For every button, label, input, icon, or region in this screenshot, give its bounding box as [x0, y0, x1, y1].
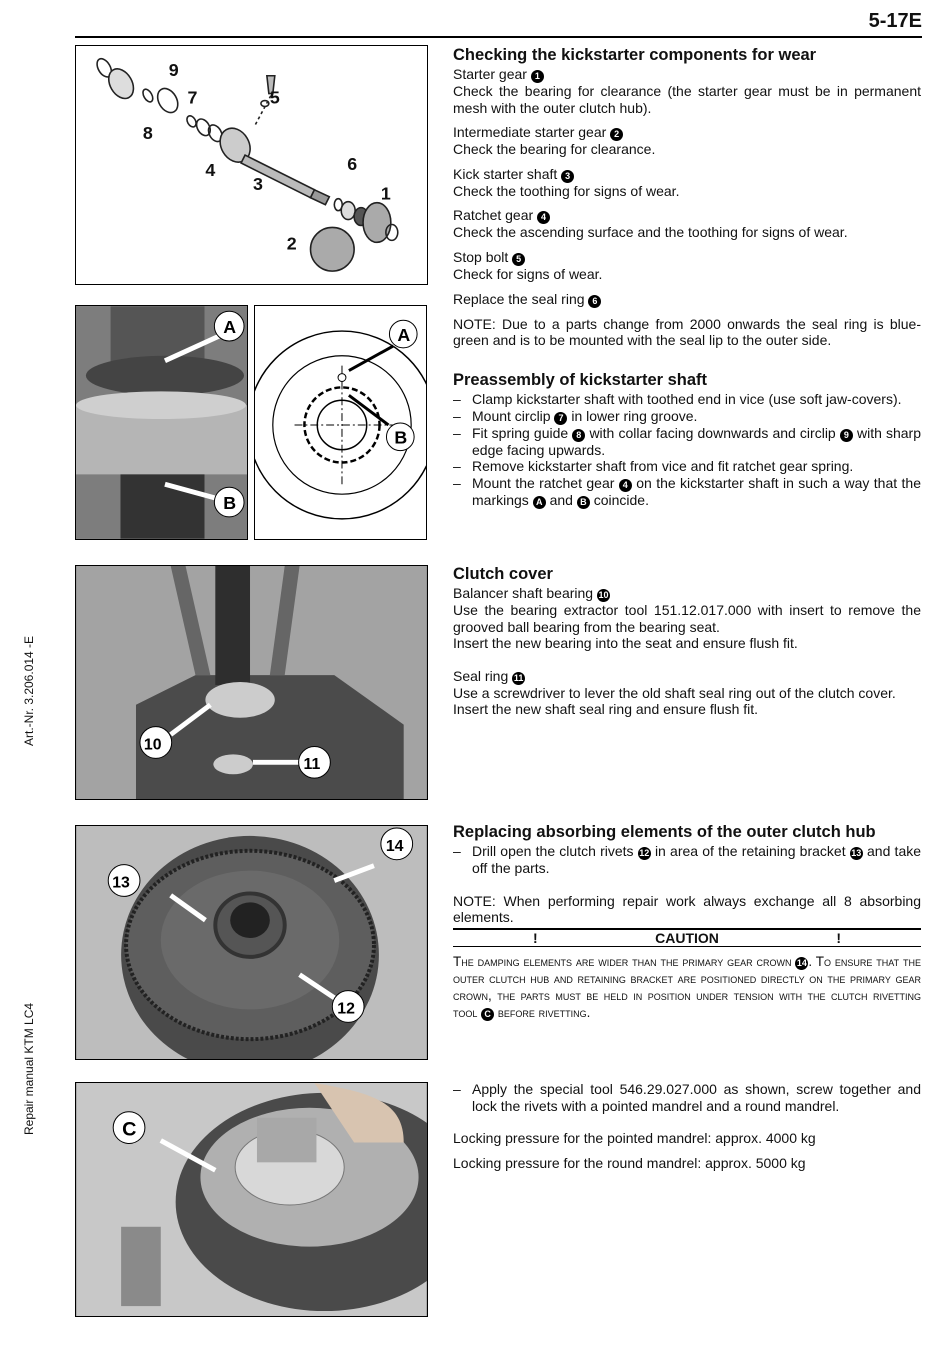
- section-preassembly: [453, 370, 921, 509]
- callout-6: 6: [347, 153, 358, 174]
- drawing-label-a: A: [397, 324, 411, 345]
- item-kick-shaft: Kick starter shaft 3 Check the toothing for signs of wear.: [453, 165, 680, 199]
- bearing-instructions: Balancer shaft bearing 10 Use the bearing extractor tool 151.12.017.000 with insert to remove the grooved ball bearing from the bearing seat. Insert the new bearing into the seat and ensure flush fit.: [453, 585, 921, 652]
- step-list: [453, 1081, 921, 1114]
- part-number-badge: 1: [531, 70, 544, 83]
- shaft-photo-figure: [75, 305, 248, 540]
- callout-7: 7: [187, 87, 198, 108]
- shaft-drawing-figure: [254, 305, 427, 540]
- pressure-pointed: Locking pressure for the pointed mandrel: approx. 4000 kg: [453, 1130, 816, 1147]
- seal-instructions: Seal ring 11 Use a screwdriver to lever the old shaft seal ring out of the clutch cover. Insert the new shaft seal ring and ensure flush fit.: [453, 667, 896, 718]
- cover-label-10: 10: [143, 736, 162, 754]
- list-item: – Apply the special tool 546.29.027.000 as shown, screw together and lock the rivets with a pointed mandrel and a round mandrel.: [453, 1081, 921, 1114]
- step-list: [453, 391, 921, 509]
- callout-3: 3: [252, 173, 263, 194]
- callout-4: 4: [205, 159, 216, 180]
- step-list: [453, 843, 921, 877]
- item-starter-gear: Starter gear 1 Check the bearing for clearance (the starter gear must be in permanent mesh with the outer clutch hub).: [453, 66, 921, 116]
- list-item: – Clamp kickstarter shaft with toothed end in vice (use soft jaw-covers).: [453, 391, 921, 408]
- item-ratchet-gear: Ratchet gear 4 Check the ascending surface and the toothing for signs of wear.: [453, 207, 848, 241]
- item-stop-bolt: Stop bolt 5 Check for signs of wear.: [453, 248, 603, 282]
- callout-8: 8: [142, 123, 153, 144]
- photo-label-b: B: [223, 492, 237, 513]
- part-number-badge: 5: [512, 253, 525, 266]
- article-number: Art.-Nr. 3.206.014 -E: [22, 635, 36, 746]
- callout-1: 1: [380, 183, 391, 204]
- callout-9: 9: [168, 59, 179, 80]
- caution-title: CAUTION: [655, 929, 719, 946]
- section-kickstarter-wear: [453, 45, 921, 357]
- note-absorbing: NOTE: When performing repair work always exchange all 8 absorbing elements.: [453, 892, 921, 926]
- section-title: Checking the kickstarter components for wear: [453, 46, 817, 64]
- part-number-badge: 2: [610, 128, 623, 141]
- section-title: Clutch cover: [453, 565, 553, 583]
- section-rivetting: [453, 1081, 921, 1179]
- clutch-hub-figure: [75, 825, 428, 1060]
- page-number: 5-17E: [868, 10, 922, 32]
- part-number-badge: 3: [561, 170, 574, 183]
- manual-title: Repair manual KTM LC4: [22, 1002, 36, 1135]
- section-title: Preassembly of kickstarter shaft: [453, 371, 708, 389]
- clutch-cover-figure: [75, 565, 428, 800]
- tool-label-c: C: [122, 1118, 137, 1141]
- header-rule: [75, 36, 922, 38]
- list-item: – Remove kickstarter shaft from vice and fit ratchet gear spring.: [453, 458, 921, 475]
- item-seal-ring: Replace the seal ring 6: [453, 291, 921, 308]
- caution-text: The damping elements are wider than the primary gear crown 14 . To ensure that the outer clutch hub and retaining bracket are positioned directly on the primary gear crown, the parts must be held in position under tension with the clutch rivetting tool C before rivetting.: [453, 953, 921, 1020]
- item-intermediate-gear: Intermediate starter gear 2 Check the bearing for clearance.: [453, 124, 656, 158]
- pressure-round: Locking pressure for the round mandrel: approx. 5000 kg: [453, 1154, 806, 1171]
- part-number-badge: 4: [537, 211, 550, 224]
- hub-label-14: 14: [385, 837, 404, 855]
- drawing-label-b: B: [394, 427, 408, 448]
- list-item: – Drill open the clutch rivets 12 in area of the retaining bracket 13 and take off the parts.: [453, 843, 921, 877]
- list-item: – Mount the ratchet gear 4 on the kickstarter shaft in such a way that the markings A and B coincide.: [453, 475, 921, 509]
- exploded-view-figure: [75, 45, 428, 285]
- callout-5: 5: [269, 87, 280, 108]
- hub-label-12: 12: [337, 1000, 355, 1018]
- caution-banner: ! CAUTION !: [453, 928, 921, 947]
- section-clutch-cover: [453, 564, 921, 726]
- photo-label-a: A: [223, 317, 237, 338]
- list-item: – Fit spring guide 8 with collar facing downwards and circlip 9 with sharp edge facing upwards.: [453, 425, 921, 459]
- callout-2: 2: [286, 233, 297, 254]
- hub-label-13: 13: [112, 874, 130, 892]
- cover-label-11: 11: [303, 756, 321, 774]
- list-item: – Mount circlip 7 in lower ring groove.: [453, 408, 921, 425]
- section-title: Replacing absorbing elements of the outer clutch hub: [453, 823, 876, 841]
- part-number-badge: 6: [588, 295, 601, 308]
- section-absorbing-elements: [453, 822, 921, 1021]
- note-seal-ring: NOTE: Due to a parts change from 2000 onwards the seal ring is blue-green and is to be mounted with the seal lip to the outer side.: [453, 315, 921, 349]
- rivetting-tool-figure: [75, 1082, 428, 1317]
